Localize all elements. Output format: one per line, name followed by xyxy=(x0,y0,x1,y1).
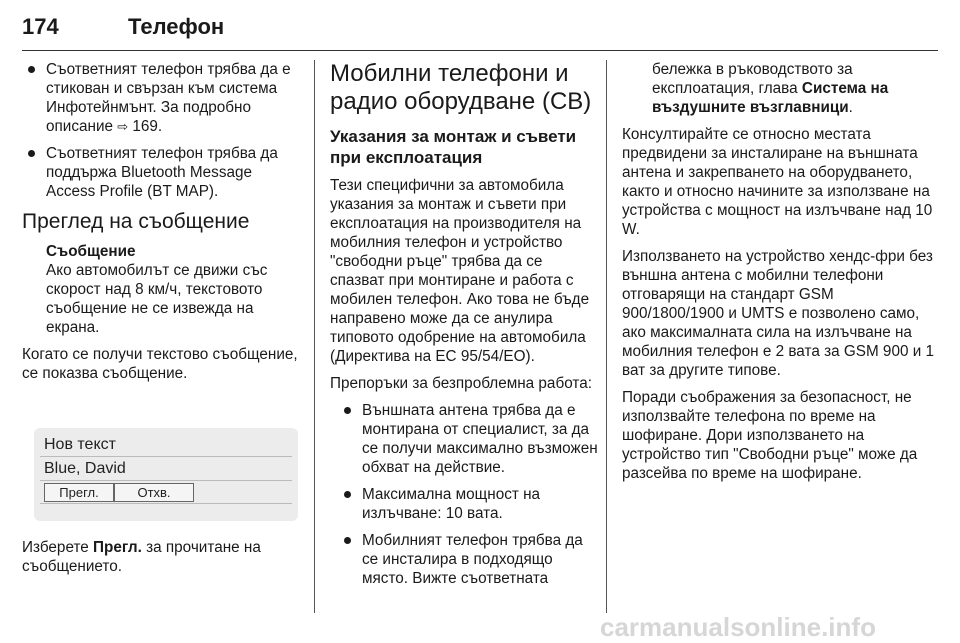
bullet-icon xyxy=(344,491,351,498)
screen-divider xyxy=(40,456,292,457)
page-header xyxy=(22,12,938,46)
list-item xyxy=(338,531,598,588)
column-left xyxy=(22,60,302,391)
bullet-text: Мобилният телефон трябва да се инсталира в подходящо място. Вижте съответната xyxy=(362,532,583,587)
list-item xyxy=(338,485,598,523)
watermark: carmanualsonline.info xyxy=(600,612,876,642)
bullet-icon xyxy=(344,407,351,414)
page-reference-arrow-icon: ⇨ xyxy=(117,119,129,134)
section-heading: Мобилни телефони и радио оборудване (CB) xyxy=(330,60,592,115)
continued-bullet-text xyxy=(622,60,938,117)
column-right xyxy=(622,60,938,491)
bullet-text: Съответният телефон трябва да е стикован и свързан към система Инфотейнмънт. За подробно описание xyxy=(46,61,291,135)
note-title: Съобщение xyxy=(46,243,136,260)
continued-text: бележка в ръководството за експлоатация, глава xyxy=(652,61,853,97)
screen-sender: Blue, David xyxy=(44,460,126,477)
page-number: 174 xyxy=(22,14,59,39)
bullet-text: Максимална мощност на излъчване: 10 вата. xyxy=(362,486,541,522)
note-box xyxy=(22,242,302,337)
paragraph: Когато се получи текстово съобщение, се показва съобщение. xyxy=(22,346,298,382)
page-title: Телефон xyxy=(128,14,225,39)
chapter-reference: Система на въздушните възглавници xyxy=(652,80,889,116)
header-divider xyxy=(22,50,938,51)
continued-suffix: . xyxy=(848,99,853,116)
instruction-suffix: за прочитане на съобщението. xyxy=(22,539,261,575)
column-divider xyxy=(314,60,315,613)
paragraph: Поради съображения за безопасност, не използвайте телефона по време на шофиране. Дори използването на устройство тип "Свободни ръце" може да разсейва по време на шофиране. xyxy=(622,389,918,482)
screen-title: Нов текст xyxy=(44,436,116,453)
column-divider xyxy=(606,60,607,613)
bullet-icon xyxy=(28,66,35,73)
list-item xyxy=(22,144,302,201)
bullet-text: Съответният телефон трябва да поддържа Bluetooth Message Access Profile (BT MAP). xyxy=(46,145,278,200)
instruction-bold: Прегл. xyxy=(93,539,142,556)
paragraph: Препоръки за безпроблемна работа: xyxy=(330,375,592,392)
decline-button[interactable]: Отхв. xyxy=(114,483,194,502)
paragraph: Консултирайте се относно местата предвидени за инсталиране на външната антена и закрепването на оборудването, както и относно начините за използване на устройства с мощност на излъчване над 10 W. xyxy=(622,126,933,238)
subsection-heading: Указания за монтаж и съвети при експлоатация xyxy=(330,127,577,167)
column-middle xyxy=(330,60,598,596)
note-text: Ако автомобилът се движи със скорост над 8 км/ч, текстовото съобщение не се извежда на екрана. xyxy=(46,262,268,336)
bullet-text: Външната антена трябва да е монтирана от специалист, за да се получи максимално възможен обхват на действие. xyxy=(362,402,598,476)
section-heading: Преглед на съобщение xyxy=(22,210,250,233)
page-reference[interactable]: 169. xyxy=(132,118,163,135)
bullet-icon xyxy=(28,150,35,157)
paragraph: Тези специфични за автомобила указания за монтаж и съвети при експлоатация на производителя на мобилния телефон и устройство "свободни ръце" трябва да се спазват при монтиране и работа с мобилен телефон. Ако това не бъде направено може да се анулира типовото одобрение на автомобила (Директива на ЕС 95/54/ЕО). xyxy=(330,177,590,365)
paragraph: Използването на устройство хендс-фри без външна антена с мобилни телефони отговарящи на стандарт GSM 900/1800/1900 и UMTS е позволено само, ако максималната сила на излъчване на мобилния телефон е 2 вата за GSM 900 и 1 ват за другите типове. xyxy=(622,248,935,379)
list-item xyxy=(338,401,598,477)
instruction-prefix: Изберете xyxy=(22,539,94,556)
list-item xyxy=(22,60,302,136)
message-screen-illustration xyxy=(34,428,298,521)
bullet-icon xyxy=(344,537,351,544)
instruction-paragraph xyxy=(22,538,302,576)
view-button[interactable]: Прегл. xyxy=(44,483,114,502)
